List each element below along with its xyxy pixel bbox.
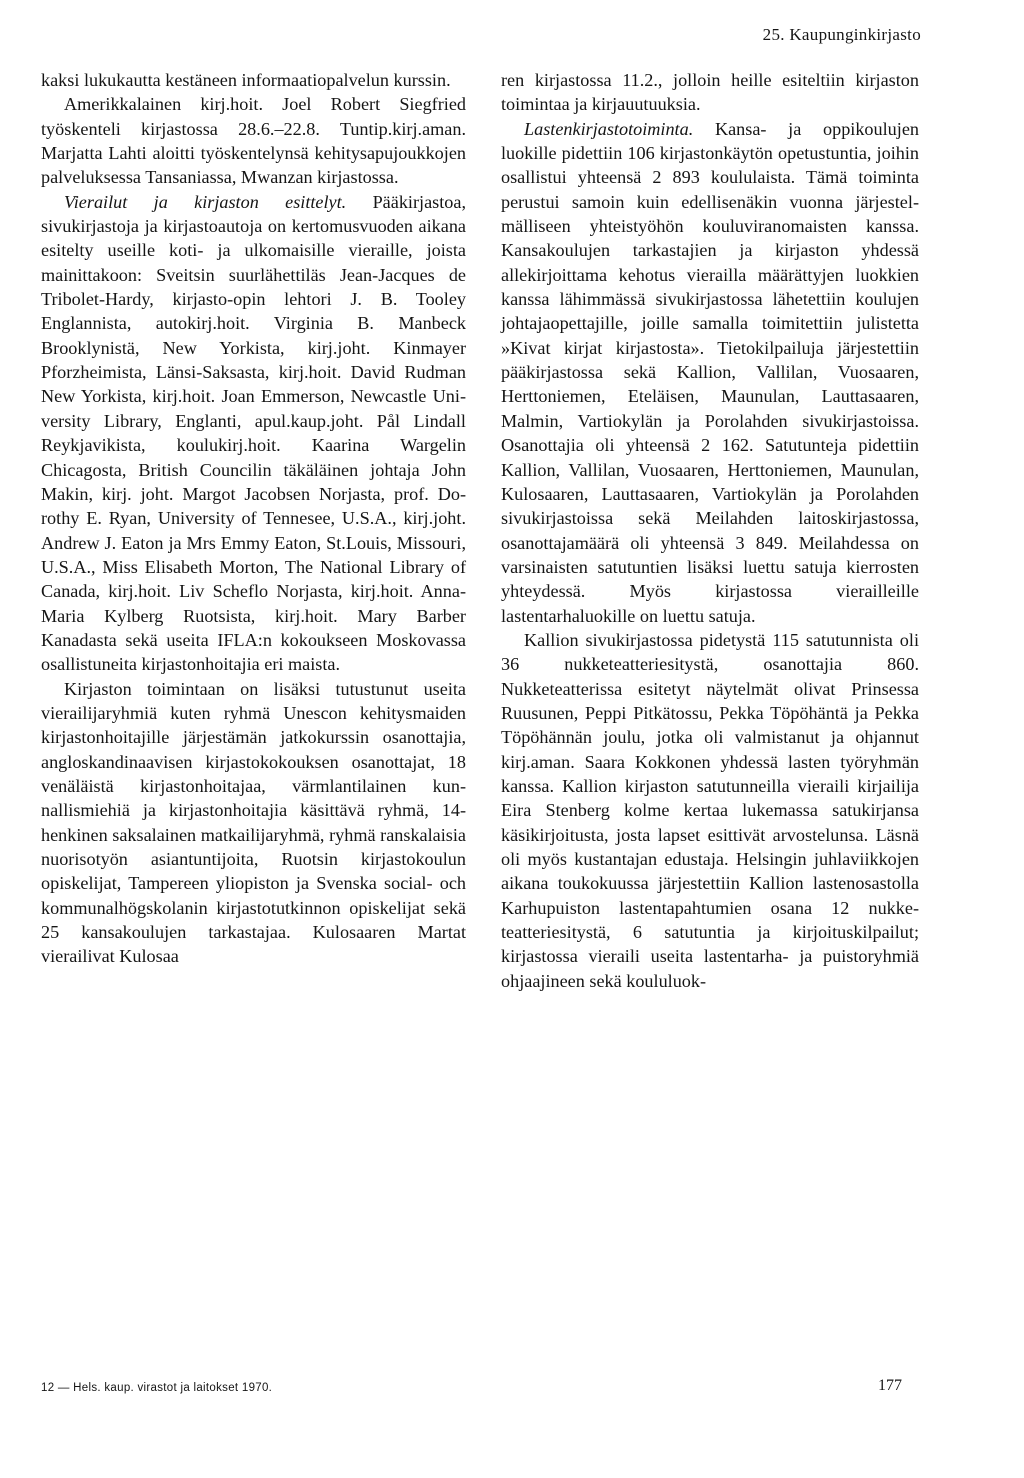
- page-number: 177: [878, 1377, 902, 1394]
- running-header: 25. Kaupunginkirjasto: [762, 25, 921, 44]
- paragraph: Kallion sivukirjastossa pidetystä 115 satutunnista oli 36 nukketeatteriesitystä, osanottajia 860. Nukketeatterissa esitetyt näytelmät olivat Prinsessa Ruusunen, Peppi Pitkätossu, Pekka Töpöhäntä ja Pekka Töpöhännän joulu, jotka oli valmistanut ja ohjannut kirj.aman. Saara Kokkonen yhdessä lasten työryhmän kanssa. Kallion kirjaston satutunneilla vieraili kirjailija Eira Stenberg kolme kertaa lukemassa satukirjansa käsikirjoitusta, josta lapset esittivät arvostelunsa. Läsnä oli myös kustantajan edustaja. Helsingin juhlaviikkojen aikana toukokuussa järjestettiin Kallion lastenosastolla Karhupuiston lastentapahtumien osana 12 nukketeatteriesitystä, 6 satutuntia ja kirjoituskilpailut; kirjastossa vieraili useita lastentarha- ja puistoryhmiä ohjaajineen sekä koululuok-: [501, 629, 919, 991]
- section-lead: Lastenkirjastotoiminta.: [524, 118, 694, 139]
- paragraph: [41, 190, 466, 677]
- left-column: [41, 68, 466, 969]
- paragraph: [501, 117, 919, 628]
- paragraph: kaksi lukukautta kestäneen informaatiopalvelun kurssin.: [41, 70, 451, 90]
- paragraph: ren kirjastossa 11.2., jolloin heille esiteltiin kirjaston toimintaa ja kirjauutuuksia.: [501, 70, 919, 115]
- right-column: [501, 68, 919, 993]
- section-lead: Vierailut ja kirjaston esittelyt.: [64, 191, 347, 212]
- paragraph: Amerikkalainen kirj.hoit. Joel Robert Siegfried työskenteli kirjastossa 28.6.–22.8. Tuntip.kirj.aman. Marjatta Lahti aloitti työskentelynsä kehitysapujoukkojen palveluksessa Tansaniassa, Mwanzan kirjastossa.: [41, 94, 466, 188]
- printer-signature: 12 — Hels. kaup. virastot ja laitokset 1970.: [41, 1382, 273, 1394]
- paragraph-body: Kansa- ja oppikoulujen luokille pidettiin 106 kirjastonkäytön opetustuntia, joihin osallistui yhteensä 2 893 koululaista. Tämä toiminta perustui samoin kuin edellisenäkin vuonna järjestelmälliseen yhteistyöhön kouluviranomaisten kanssa. Kansakoulujen tarkastajien ja kirjaston yhdessä allekirjoittama kehotus vierailla määrättyjen luokkien kanssa lähimmässä sivukirjastossa lähetettiin koulujen johtajaopettajille, joille samalla toimitettiin julistetta »Kivat kirjat kirjastosta». Tietokilpailuja järjestettiin pääkirjastossa sekä Kallion, Vallilan, Vuosaaren, Herttoniemen, Eteläisen, Maunulan, Lauttasaaren, Malmin, Vartiokylän ja Porolahden sivukirjastoissa. Osanottajia oli yhteensä 2 162. Satutunteja pidettiin Kallion, Vallilan, Vuosaaren, Herttoniemen, Maunulan, Kulosaaren, Lauttasaaren, Vartiokylän ja Porolahden sivukirjastoissa sekä Meilahden laitoskirjastossa, osanottajamäärä oli yhteensä 3 849. Meilahdessa on varsinaisten satutuntien lisäksi luettu satuja kierrosten yhteydessä. Myös kirjastossa vierailleille lastentarhaluokille on luettu satuja.: [501, 118, 919, 626]
- paragraph: Kirjaston toimintaan on lisäksi tutustunut useita vierailijaryhmiä kuten ryhmä Unescon kehitysmaiden kirjastonhoitajille järjestämän jatkokurssin osanottajia, angloskandinaavisen kirjastokokouksen osanottajat, 18 venäläistä kirjastonhoitajaa, värmlantilainen kunnallismiehiä ja kirjastonhoitajia käsittävä ryhmä, 14-henkinen saksalainen matkailijaryhmä, ryhmä ranskalaisia nuorisotyön asiantuntijoita, Ruotsin kirjastokoulun opiskelijat, Tampereen yliopiston ja Svenska social- och kommunalhögskolanin kirjastotutkinnon opiskelijat sekä 25 kansakoulujen tarkastajaa. Kulosaaren Martat vierailivat Kulosaa: [41, 678, 466, 967]
- paragraph-body: Pääkirjastoa, sivukirjastoja ja kirjastoautoja on kertomusvuoden aikana esitelty useille koti- ja ulkomaisille vieraille, joista mainittakoon: Sveitsin suurlähettiläs Jean-Jacques de Tribolet-Hardy, kirjasto-opin lehtori J. B. Tooley Englannista, autokirj.hoit. Virginia B. Manbeck Brooklynistä, New Yorkista, kirj.joht. Kinmayer Pforzheimista, Länsi-Saksasta, kirj.hoit. David Rudman New Yorkista, kirj.hoit. Joan Emmerson, Newcastle University Library, Englanti, apul.kaup.joht. Pål Lindall Reykjavikista, koulukirj.hoit. Kaarina Wargelin Chicagosta, British Councilin täkäläinen johtaja John Makin, kirj. joht. Margot Jacobsen Norjasta, prof. Dorothy E. Ryan, University of Tennesee, U.S.A., kirj.joht. Andrew J. Eaton ja Mrs Emmy Eaton, St.Louis, Missouri, U.S.A., Miss Elisabeth Morton, The National Library of Canada, kirj.hoit. Liv Scheflo Norjasta, kirj.hoit. Anna-Maria Kylberg Ruotsista, kirj.hoit. Mary Barber Kanadasta sekä useita IFLA:n kokoukseen Moskovassa osallistuneita kirjastonhoitajia eri maista.: [41, 191, 466, 675]
